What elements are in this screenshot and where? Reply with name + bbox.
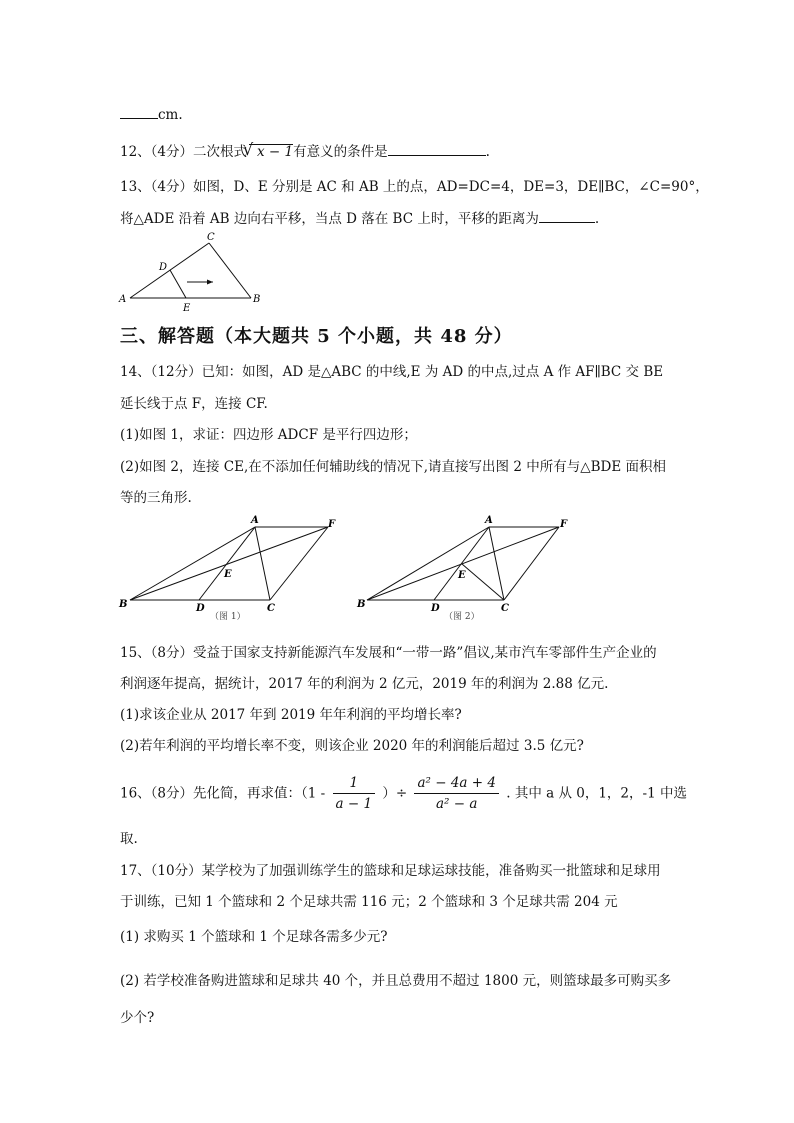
label-d: D bbox=[159, 262, 168, 273]
q12-radical bbox=[249, 144, 293, 160]
q16-line2: 取. bbox=[120, 831, 138, 847]
figure-caption: （图 1） bbox=[210, 612, 246, 622]
q17-line5: 少个? bbox=[120, 1010, 155, 1026]
answer-blank bbox=[539, 208, 595, 223]
q14-line1: 14、（12分）已知：如图，AD 是△ABC 的中线,E 为 AD 的中点,过点 A 作 AF∥BC 交 BE bbox=[120, 364, 664, 380]
label-e: E bbox=[224, 569, 232, 580]
figure-caption: （图 2） bbox=[444, 612, 480, 622]
q11-unit: cm. bbox=[158, 107, 183, 123]
segment-bf bbox=[367, 527, 559, 600]
segment-ba bbox=[130, 527, 255, 600]
q17-line3: (1) 求购买 1 个篮球和 1 个足球各需多少元? bbox=[120, 929, 388, 945]
label-e: E bbox=[183, 303, 191, 312]
q14-figure-2 bbox=[352, 512, 582, 622]
segment-bf bbox=[130, 527, 328, 600]
label-e: E bbox=[458, 570, 466, 581]
section-title: 三、解答题（本大题共 5 个小题，共 48 分） bbox=[120, 326, 513, 347]
q13-line2-text: 将△ADE 沿着 AB 边向右平移，当点 D 落在 BC 上时，平移的距离为 bbox=[120, 211, 539, 227]
q12-lead: 12、（4分）二次根式 bbox=[120, 144, 248, 160]
segment-de bbox=[170, 270, 186, 298]
fraction-denominator: a − 1 bbox=[335, 796, 373, 812]
q17-line4: (2) 若学校准备购进篮球和足球共 40 个，并且总费用不超过 1800 元，则篮球最多可购买多 bbox=[120, 973, 672, 989]
fraction-denominator: a² − a bbox=[436, 796, 478, 812]
q16-mid: ）÷ bbox=[382, 785, 408, 802]
q14-line2: 延长线于点 F，连接 CF. bbox=[120, 396, 268, 412]
q14-line4: (2)如图 2，连接 CE,在不添加任何辅助线的情况下,请直接写出图 2 中所有与△BDE 面积相 bbox=[120, 459, 667, 475]
fraction-numerator: a² − 4a + 4 bbox=[414, 773, 498, 794]
q12-tail: 有意义的条件是 bbox=[293, 144, 388, 160]
q14-line5: 等的三角形. bbox=[120, 490, 192, 506]
answer-blank bbox=[388, 141, 486, 156]
label-f: F bbox=[328, 519, 336, 530]
q11-answer-blank bbox=[120, 104, 183, 124]
label-b: B bbox=[253, 294, 261, 305]
q13-line2 bbox=[120, 208, 599, 228]
q13-figure bbox=[115, 232, 275, 312]
q12-line bbox=[120, 141, 490, 161]
q15-line1: 15、（8分）受益于国家支持新能源汽车发展和“一带一路”倡议,某市汽车零部件生产企业的 bbox=[120, 645, 657, 661]
segment-ac bbox=[130, 243, 209, 298]
q12-radicand: x − 1 bbox=[257, 144, 294, 160]
segment-ad bbox=[199, 527, 255, 600]
label-f: F bbox=[560, 519, 568, 530]
q16-fraction-1 bbox=[333, 773, 376, 814]
q12-end: . bbox=[485, 144, 490, 160]
label-d: D bbox=[196, 603, 205, 614]
q13-end: . bbox=[594, 211, 600, 227]
q17-line1: 17、（10分）某学校为了加强训练学生的篮球和足球运球技能，准备购买一批篮球和足球用 bbox=[120, 863, 661, 879]
segment-ba bbox=[367, 527, 489, 600]
q13-line1: 13、（4分）如图，D、E 分别是 AC 和 AB 上的点，AD=DC=4，DE=3，DE∥BC，∠C=90°， bbox=[120, 179, 709, 195]
q16-lead: 16、（8分）先化简，再求值：（1 - bbox=[120, 785, 326, 802]
q16-line1 bbox=[120, 773, 687, 814]
label-c: C bbox=[207, 232, 215, 243]
segment-ad bbox=[434, 527, 489, 600]
segment-cb bbox=[209, 243, 251, 298]
q14-figure-1 bbox=[115, 512, 345, 622]
label-a: A bbox=[485, 515, 493, 526]
q16-tail: . 其中 a 从 0，1，2，-1 中选 bbox=[506, 785, 687, 802]
q15-line2: 利润逐年提高，据统计，2017 年的利润为 2 亿元，2019 年的利润为 2.88 亿元. bbox=[120, 676, 609, 692]
q14-line3: (1)如图 1，求证：四边形 ADCF 是平行四边形； bbox=[120, 427, 417, 443]
segment-ac bbox=[255, 527, 270, 600]
label-c: C bbox=[267, 603, 275, 614]
label-c: C bbox=[501, 603, 509, 614]
label-b: B bbox=[357, 599, 366, 610]
label-a: A bbox=[251, 515, 259, 526]
arrow-head-icon bbox=[207, 280, 213, 285]
label-b: B bbox=[119, 599, 128, 610]
q16-fraction-2 bbox=[414, 773, 498, 814]
q17-line2: 于训练，已知 1 个篮球和 2 个足球共需 116 元；2 个篮球和 3 个足球共需 204 元 bbox=[120, 894, 618, 910]
q15-line3: (1)求该企业从 2017 年到 2019 年年利润的平均增长率? bbox=[120, 707, 462, 723]
q15-line4: (2)若年利润的平均增长率不变，则该企业 2020 年的利润能后超过 3.5 亿元? bbox=[120, 738, 584, 754]
fraction-numerator: 1 bbox=[333, 773, 376, 794]
answer-blank bbox=[120, 104, 158, 119]
label-a: A bbox=[119, 294, 127, 305]
label-d: D bbox=[431, 603, 440, 614]
